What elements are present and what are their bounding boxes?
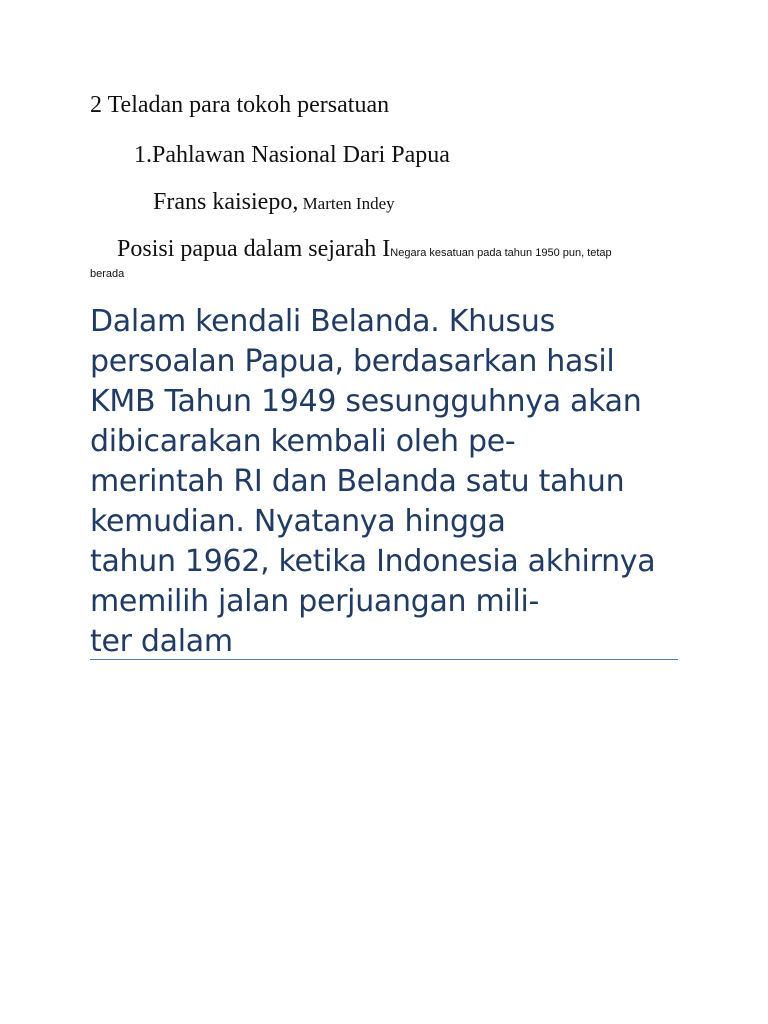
position-small-text: Negara kesatuan pada tahun 1950 pun, tetap xyxy=(390,247,612,259)
quote-line: dibicarakan kembali oleh pe- xyxy=(90,424,516,459)
document-subheading: 1.Pahlawan Nasional Dari Papua xyxy=(134,142,450,168)
quote-line: KMB Tahun 1949 sesungguhnya akan xyxy=(90,384,642,419)
hero-name-secondary: Marten Indey xyxy=(298,194,395,213)
hero-name-primary: Frans kaisiepo, xyxy=(153,189,299,215)
quote-line: ter dalam xyxy=(90,624,233,659)
quote-line: Dalam kendali Belanda. Khusus xyxy=(90,304,555,339)
position-continued-text: berada xyxy=(90,268,125,280)
quote-line: persoalan Papua, berdasarkan hasil xyxy=(90,344,615,379)
quote-line: tahun 1962, ketika Indonesia akhirnya xyxy=(90,544,656,579)
position-text: Posisi papua dalam sejarah I xyxy=(117,236,391,262)
hero-names-line xyxy=(153,189,395,216)
divider-line xyxy=(90,659,678,660)
quote-line: merintah RI dan Belanda satu tahun xyxy=(90,464,625,499)
document-heading: 2 Teladan para tokoh persatuan xyxy=(90,92,390,118)
quote-line: kemudian. Nyatanya hingga xyxy=(90,504,506,539)
position-line xyxy=(117,236,612,263)
quote-block xyxy=(90,302,710,662)
quote-line: memilih jalan perjuangan mili- xyxy=(90,584,540,619)
